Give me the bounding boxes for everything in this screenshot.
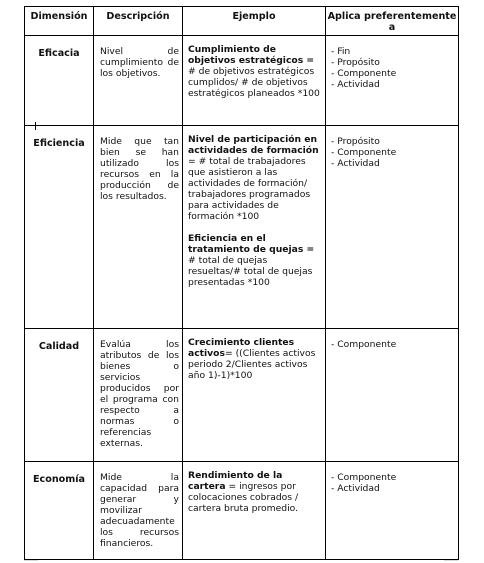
example-formula: = ((Clientes activos periodo 2/Clientes activos año 1)-1)*100: [188, 348, 316, 381]
example-cell: [183, 126, 326, 329]
applies-cell: [326, 329, 459, 462]
table-row: [25, 126, 459, 329]
example-title: Cumplimiento de objetivos estratégicos =: [188, 44, 315, 66]
example-formula: = # total de trabajadores que asistieron a las actividades de formación/ trabajadores programados para actividades de formación *100: [188, 156, 311, 222]
example-formula: # de objetivos estratégicos cumplidos/ # de objetivos estratégicos planeados *100: [188, 66, 320, 99]
dimension-cell: Economía: [25, 462, 94, 560]
header-applies: Aplica preferentemente a: [326, 7, 459, 36]
header-dimension: Dimensión: [25, 7, 94, 36]
applies-item: - Actividad: [331, 483, 380, 494]
dimension-cell: Calidad: [25, 329, 94, 462]
example-title: Rendimiento de la cartera: [188, 470, 283, 492]
table-row: [25, 36, 459, 126]
table-header-row: [25, 7, 459, 36]
applies-item: - Propósito: [331, 57, 380, 68]
example-cell: [183, 329, 326, 462]
description-cell: Evalúa los atributos de los bienes o servicios producidos por el programa con respecto a normas o referencias externas.: [94, 329, 183, 462]
example-title: Eficiencia en el tratamiento de quejas =: [188, 233, 315, 255]
applies-item: - Componente: [331, 339, 397, 350]
description-cell: Nivel de cumplimiento de los objetivos.: [94, 36, 183, 126]
example-item: [188, 337, 321, 381]
applies-item: - Componente: [331, 147, 397, 158]
example-cell: [183, 462, 326, 560]
indicator-dimensions-table: [24, 6, 459, 560]
page-edge-mark-right: [444, 560, 458, 561]
example-item: [188, 470, 321, 514]
description-cell: Mide la capacidad para generar y movilizar adecuadamente los recursos financieros.: [94, 462, 183, 560]
applies-item: - Componente: [331, 472, 397, 483]
applies-cell: [326, 126, 459, 329]
indicator-table-page: [24, 6, 458, 560]
example-formula: = ingresos por colocaciones cobrados / cartera bruta promedio.: [188, 481, 299, 514]
applies-cell: [326, 36, 459, 126]
applies-item: - Componente: [331, 68, 397, 79]
example-cell: [183, 36, 326, 126]
cursor-mark: [35, 122, 36, 130]
description-cell: Mide que tan bien se han utilizado los recursos en la producción de los resultados.: [94, 126, 183, 329]
example-title: Crecimiento clientes activos: [188, 337, 295, 359]
table-row: [25, 462, 459, 560]
applies-item: - Actividad: [331, 158, 380, 169]
header-example: Ejemplo: [183, 7, 326, 36]
dimension-cell: Eficiencia: [25, 126, 94, 329]
applies-item: - Actividad: [331, 79, 380, 90]
dimension-cell: Eficacia: [25, 36, 94, 126]
example-item: [188, 134, 321, 222]
applies-item: - Fin: [331, 46, 351, 57]
header-description: Descripción: [94, 7, 183, 36]
page-edge-mark-left: [24, 560, 38, 561]
example-item: [188, 44, 321, 99]
example-title: Nivel de participación en actividades de formación: [188, 134, 319, 156]
table-row: [25, 329, 459, 462]
applies-cell: [326, 462, 459, 560]
applies-item: - Propósito: [331, 136, 380, 147]
example-item: [188, 233, 321, 288]
example-formula: # total de quejas resueltas/# total de quejas presentadas *100: [188, 255, 313, 288]
